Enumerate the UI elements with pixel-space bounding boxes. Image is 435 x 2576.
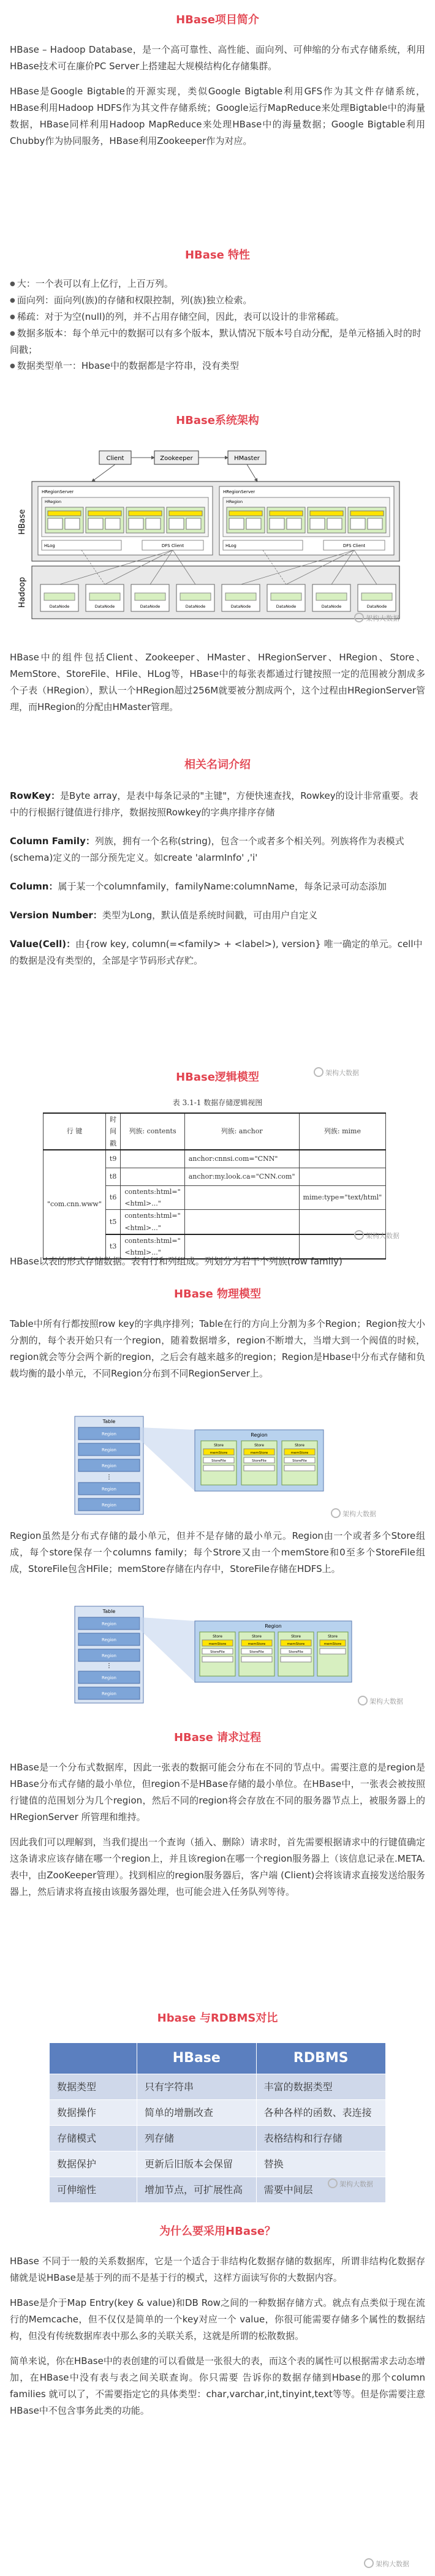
svg-text:Table: Table <box>102 1609 116 1614</box>
svg-text:Region: Region <box>102 1637 116 1642</box>
zookeeper-label: Zookeeper <box>160 455 193 462</box>
terms-section <box>0 756 435 969</box>
why-paragraph-3: 简单来说，你在HBase中的表创建的可以看做是一张很大的表，而这个表的属性可以根据需求去动态增加，在HBase中没有表与表之间关联查询。你只需要 告诉你的数据存储到Hbase的那个column families 就可以了，不需要指定它的具体类型：char,varchar,int,tinyint,text等等。但是你需要注意HBase中不包含事务此类的功能。 <box>10 2355 425 2416</box>
watermark: 架构大数据 <box>358 1696 403 1707</box>
process-paragraph-2: 因此我们可以理解到，当我们提出一个查询（插入、删除）请求时，首先需要根据请求中的行键值确定这条请求应该存储在哪一个region上，并且该region在哪一个region服务器上（该信息记录在.META.表中，由ZooKeeper管理）。找到相应的region服务器后，客户端 (Client)会将该请求直接发送给服务器上，然后请求将直接由该服务器处理，也可能会进入任务队列等待。 <box>10 1837 425 1897</box>
svg-text:Region: Region <box>102 1432 116 1437</box>
svg-text:memStore: memStore <box>210 1451 228 1455</box>
watermark: 架构大数据 <box>328 2178 373 2190</box>
physical-section <box>0 1285 435 1382</box>
svg-text:memStore: memStore <box>250 1451 268 1455</box>
svg-text:Store: Store <box>291 1634 301 1639</box>
architecture-section <box>0 412 435 430</box>
why-paragraph-1: HBase 不同于一般的关系数据库，它是一个适合于非结构化数据存储的数据库，所谓非结构化数据存储就是说HBase是基于列的而不是基于行的模式，这样方面读写你的大数据内容。 <box>10 2256 425 2283</box>
architecture-diagram-svg <box>0 444 435 627</box>
table-label: Table <box>102 1419 116 1424</box>
table-row: 数据保护 更新后旧版本会保留 替换 <box>50 2151 386 2177</box>
compare-title: Hbase 与RDBMS对比 <box>157 2012 278 2025</box>
logical-table-caption: 表 3.1-1 数据存储逻辑视图 <box>172 1098 263 1107</box>
svg-text:memStore: memStore <box>290 1451 309 1455</box>
svg-text:Store: Store <box>295 1443 304 1448</box>
svg-text:DataNode: DataNode <box>49 604 70 609</box>
regionserver-label: HRegionServer <box>42 489 74 494</box>
table-row: t5 contents:html="<html>..." <box>44 1210 386 1234</box>
table-row: t6 contents:html="<html>..." mime:type="text/html" <box>44 1185 386 1210</box>
hregion-label: HRegion <box>226 499 243 504</box>
feature-item: ● 面向列：面向列(族)的存储和权限控制，列(族)独立检索。 <box>10 292 425 309</box>
header-cell: HBase <box>137 2043 257 2074</box>
svg-text:DataNode: DataNode <box>185 604 206 609</box>
svg-text:StoreFile: StoreFile <box>210 1650 225 1654</box>
regionserver-right <box>219 486 394 555</box>
svg-text:memStore: memStore <box>248 1642 266 1646</box>
why-title: 为什么要采用HBase？ <box>159 2225 276 2238</box>
physical-figure-1 <box>0 1414 435 1518</box>
hlog-label: HLog <box>44 543 55 548</box>
store-group <box>200 1632 348 1676</box>
svg-text:memStore: memStore <box>287 1642 305 1646</box>
physical-title: HBase 物理模型 <box>173 1288 262 1301</box>
watermark-icon <box>354 613 364 622</box>
row-key-cell: "com.cnn.www" <box>44 1150 106 1260</box>
svg-text:⋮: ⋮ <box>106 1663 112 1669</box>
svg-text:Store: Store <box>252 1634 262 1639</box>
architecture-text <box>0 649 435 716</box>
header-cell: 时间戳 <box>105 1113 120 1150</box>
svg-text:DataNode: DataNode <box>366 604 387 609</box>
watermark-icon <box>314 1067 323 1077</box>
physical-paragraph-2: Region虽然是分布式存储的最小单元，但并不是存储的最小单元。Region由一个或者多个Store组成，每个store保存一个columns family；每个Strore又由一个memStore和0至多个StoreFile组成，StoreFile包含HFile；memStore存储在内存中，StoreFile存储在HDFS上。 <box>10 1530 425 1574</box>
store-group <box>201 1441 317 1485</box>
features-list <box>0 276 435 374</box>
watermark: 架构大数据 <box>354 613 399 624</box>
table-row: 可伸缩性 增加节点，可扩展性高 需要中间层 <box>50 2177 386 2203</box>
svg-text:Region: Region <box>251 1432 268 1438</box>
physical-figure-1-svg <box>0 1414 435 1518</box>
client-label: Client <box>106 455 124 462</box>
feature-item: ● 数据多版本：每个单元中的数据可以有多个版本，默认情况下版本号自动分配，是单元格插入时的时间戳； <box>10 325 425 358</box>
svg-text:Region: Region <box>102 1653 116 1658</box>
why-section <box>0 2223 435 2419</box>
watermark: 架构大数据 <box>314 1067 359 1079</box>
feature-item: ● 稀疏：对于为空(null)的列，并不占用存储空间，因此，表可以设计的非常稀疏。 <box>10 309 425 325</box>
svg-text:StoreFile: StoreFile <box>211 1459 226 1463</box>
watermark: 架构大数据 <box>331 1508 376 1520</box>
dfs-client-label: DFS Client <box>342 543 366 548</box>
svg-text:DataNode: DataNode <box>94 604 115 609</box>
svg-text:Store: Store <box>254 1443 264 1448</box>
svg-text:StoreFile: StoreFile <box>292 1459 307 1463</box>
watermark-icon <box>331 1508 341 1518</box>
architecture-diagram <box>0 444 435 627</box>
svg-text:DataNode: DataNode <box>230 604 251 609</box>
svg-text:Region: Region <box>102 1464 116 1468</box>
watermark-icon <box>364 2558 374 2568</box>
svg-text:Region: Region <box>102 1448 116 1452</box>
table-row: "com.cnn.www" t9 anchor:cnnsi.com="CNN" <box>44 1150 386 1168</box>
process-title: HBase 请求过程 <box>173 1731 262 1744</box>
hadoop-vertical-label: Hadoop <box>18 576 27 608</box>
watermark: 架构大数据 <box>354 1230 399 1242</box>
table-row: 数据操作 简单的增删改查 各种各样的函数、表连接 <box>50 2100 386 2126</box>
svg-text:Store: Store <box>213 1634 222 1639</box>
physical-figure-2 <box>0 1604 435 1707</box>
header-cell: 列族: contents <box>121 1113 184 1150</box>
process-section <box>0 1729 435 1900</box>
hregion-label: HRegion <box>45 499 62 504</box>
term-column: Column：属于某一个columnfamily，familyName:columnName，每条记录可动态添加 <box>10 881 387 892</box>
intro-title: HBase项目简介 <box>176 13 259 26</box>
table-row: t8 anchor:my.look.ca="CNN.com" <box>44 1168 386 1185</box>
intro-section <box>0 11 435 149</box>
svg-text:DataNode: DataNode <box>276 604 297 609</box>
svg-text:Region: Region <box>102 1503 116 1508</box>
logical-text <box>0 1253 435 1270</box>
features-title: HBase 特性 <box>184 249 251 262</box>
watermark-icon <box>354 1230 364 1240</box>
svg-text:Region: Region <box>102 1691 116 1696</box>
physical-paragraph-1: Table中所有行都按照row key的字典序排列；Table在行的方向上分割为多个Region；Region按大小分割的，每个表开始只有一个region，随着数据增多，region不断增大，当增大到一个阀值的时候，region就会等分会两个新的region，之后会有越来越多的region；Region是Hbase中分布式存储和负载均衡的最小单元，不同Region分布到不同RegionServer上。 <box>10 1318 425 1379</box>
terms-title: 相关名词介绍 <box>184 758 251 771</box>
features-section <box>0 246 435 374</box>
svg-text:⋮: ⋮ <box>106 1474 112 1481</box>
header-cell <box>50 2043 137 2074</box>
term-value-cell: Value(Cell)：由{row key, column(=<family> + <label>), version} 唯一确定的单元。cell中的数据是没有类型的，全部是字节码形式存贮。 <box>10 939 423 966</box>
header-cell: RDBMS <box>256 2043 385 2074</box>
intro-paragraph-2: HBase是Google Bigtable的开源实现，类似Google Bigtable利用GFS作为其文件存储系统，HBase利用Hadoop HDFS作为其文件存储系统；Google运行MapReduce来处理Bigtable中的海量数据，HBase同样利用Hadoop MapReduce来处理HBase中的海量数据；Google Bigtable利用 Chubby作为协同服务，HBase利用Zookeeper作为对应。 <box>10 86 425 146</box>
process-paragraph-1: HBase是一个分布式数据库，因此一张表的数据可能会分布在不同的节点中。需要注意的是region是HBase分布式存储的最小单位，但region不是HBase存储的最小单位。在HBase中，一张表会被按照行键值的范围划分为几个region，然后不同的region将会存放在不同的服务器节点上，被服务器上的HRegionServer 所管理和维持。 <box>10 1762 425 1822</box>
table-row: t3 contents:html="<html>..." <box>44 1234 386 1260</box>
regionserver-left <box>38 486 213 555</box>
watermark-icon <box>358 1696 368 1705</box>
logical-paragraph: HBase以表的形式存储数据。表有行和列组成。列划分为若干个列族(row family) <box>10 1256 342 1267</box>
svg-text:memStore: memStore <box>323 1642 342 1646</box>
svg-text:Region: Region <box>102 1622 116 1626</box>
physical-text-2 <box>0 1528 435 1577</box>
hlog-label: HLog <box>225 543 236 548</box>
dfs-client-label: DFS Client <box>161 543 184 548</box>
term-rowkey: RowKey：是Byte array，是表中每条记录的"主键"，方便快速查找，Rowkey的设计非常重要。表中的行根据行键值进行排序，数据按照Rowkey的字典序排序存储 <box>10 790 418 818</box>
logical-section <box>0 1068 435 1087</box>
svg-text:StoreFile: StoreFile <box>249 1650 264 1654</box>
architecture-title: HBase系统架构 <box>176 414 259 427</box>
architecture-paragraph: HBase中的组件包括Client、Zookeeper、HMaster、HRegionServer、HRegion、Store、MemStore、StoreFile、HFile、HLog等，HBase中的每张表都通过行键按照一定的范围被分割成多个子表（HRegion），默认一个HRegion超过256M就要被分割成两个，这个过程由HRegionServer管理，而HRegion的分配由HMaster管理。 <box>10 652 425 712</box>
header-cell: 列族: mime <box>299 1113 386 1150</box>
svg-text:Region: Region <box>265 1623 282 1629</box>
header-cell: 列族: anchor <box>184 1113 299 1150</box>
header-cell: 行 键 <box>44 1113 106 1150</box>
hbase-vertical-label: HBase <box>18 509 27 535</box>
svg-text:Region: Region <box>102 1487 116 1492</box>
compare-figure <box>0 2042 435 2203</box>
physical-figure-2-svg <box>0 1604 435 1707</box>
svg-text:StoreFile: StoreFile <box>289 1650 303 1654</box>
logical-table <box>43 1112 386 1260</box>
watermark: 架构大数据 <box>364 2558 409 2570</box>
feature-item: ● 数据类型单一：Hbase中的数据都是字符串，没有类型 <box>10 358 425 374</box>
svg-text:memStore: memStore <box>208 1642 227 1646</box>
watermark-icon <box>328 2178 338 2188</box>
intro-paragraph-1: HBase – Hadoop Database，是一个高可靠性、高性能、面向列、可伸缩的分布式存储系统，利用HBase技术可在廉价PC Server上搭建起大规模结构化存储集群。 <box>10 44 425 72</box>
table-row: 数据类型 只有字符串 丰富的数据类型 <box>50 2074 386 2100</box>
logical-title: HBase逻辑模型 <box>176 1071 259 1084</box>
feature-item: ● 大：一个表可以有上亿行，上百万列。 <box>10 276 425 292</box>
regionserver-label: HRegionServer <box>223 489 255 494</box>
hmaster-label: HMaster <box>234 455 260 462</box>
svg-text:StoreFile: StoreFile <box>252 1459 267 1463</box>
table-row: 存储模式 列存储 表格结构和行存储 <box>50 2126 386 2151</box>
svg-text:DataNode: DataNode <box>321 604 342 609</box>
why-paragraph-2: HBase是介于Map Entry(key & value)和DB Row之间的一种数据存储方式。就点有点类似于现在流行的Memcache，但不仅仅是简单的一个key对应一个 value，你很可能需要存储多个属性的数据结构，但没有传统数据库表中那么多的关联关系，这就是所谓的松散数据。 <box>10 2297 425 2341</box>
compare-section <box>0 2009 435 2028</box>
svg-text:Store: Store <box>214 1443 224 1448</box>
svg-text:Store: Store <box>328 1634 338 1639</box>
term-column-family: Column Family：列族，拥有一个名称(string)，包含一个或者多个相关列。列族将作为表模式(schema)定义的一部分预先定义。如create 'alarmInfo' ,'i' <box>10 836 404 863</box>
svg-text:Region: Region <box>102 1675 116 1680</box>
svg-text:DataNode: DataNode <box>140 604 161 609</box>
term-version-number: Version Number：类型为Long，默认值是系统时间戳，可由用户自定义 <box>10 910 318 921</box>
